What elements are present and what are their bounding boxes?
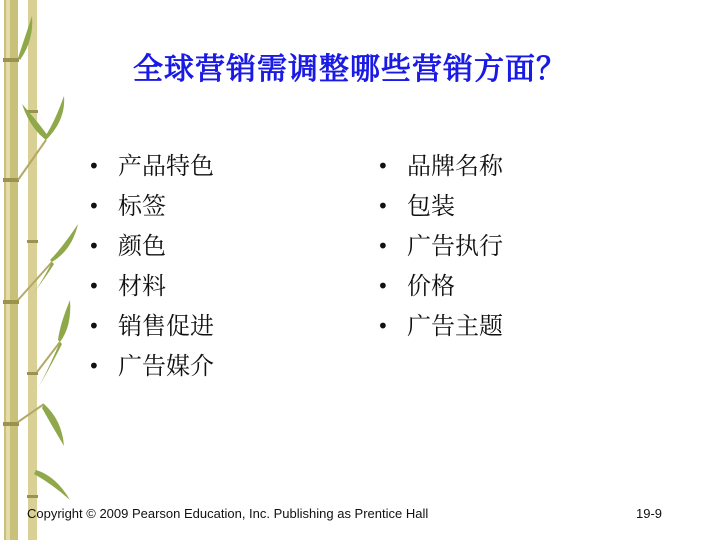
bullet-icon: • xyxy=(377,154,389,178)
bullet-item xyxy=(88,226,214,266)
bullet-icon: • xyxy=(377,194,389,218)
left-bullet-list xyxy=(88,146,214,386)
slide-title: 全球营销需调整哪些营销方面？ xyxy=(133,52,567,87)
bullet-text: 价格 xyxy=(407,272,455,300)
bamboo-highlight xyxy=(6,0,10,540)
bullet-icon: • xyxy=(88,234,100,258)
bullet-text: 产品特色 xyxy=(118,152,214,180)
bullet-text: 品牌名称 xyxy=(407,152,503,180)
bullet-item xyxy=(377,306,503,346)
bullet-icon: • xyxy=(88,274,100,298)
bullet-text: 广告主题 xyxy=(407,312,503,340)
bullet-text: 广告媒介 xyxy=(118,352,214,380)
bullet-text: 广告执行 xyxy=(407,232,503,260)
bullet-text: 颜色 xyxy=(118,232,166,260)
bullet-item xyxy=(377,186,503,226)
bullet-text: 销售促进 xyxy=(118,312,214,340)
bamboo-branches xyxy=(18,140,60,422)
bullet-item xyxy=(88,306,214,346)
right-bullet-list xyxy=(377,146,503,346)
bullet-text: 材料 xyxy=(118,272,166,300)
bullet-icon: • xyxy=(88,154,100,178)
bullet-item xyxy=(377,266,503,306)
bullet-icon: • xyxy=(377,314,389,338)
bullet-item xyxy=(88,346,214,386)
bullet-icon: • xyxy=(88,314,100,338)
bullet-item xyxy=(88,186,214,226)
bullet-icon: • xyxy=(377,234,389,258)
bullet-icon: • xyxy=(88,354,100,378)
bullet-text: 包装 xyxy=(407,192,455,220)
bamboo-stalk-back xyxy=(28,0,37,540)
bullet-item xyxy=(377,226,503,266)
slide-number: 19-9 xyxy=(636,506,663,521)
bullet-item xyxy=(88,146,214,186)
bullet-item xyxy=(88,266,214,306)
bullet-icon: • xyxy=(377,274,389,298)
bullet-icon: • xyxy=(88,194,100,218)
copyright-footer: Copyright © 2009 Pearson Education, Inc. Publishing as Prentice Hall xyxy=(27,506,429,521)
bullet-text: 标签 xyxy=(118,192,166,220)
bamboo-leaves xyxy=(18,16,78,500)
bullet-item xyxy=(377,146,503,186)
